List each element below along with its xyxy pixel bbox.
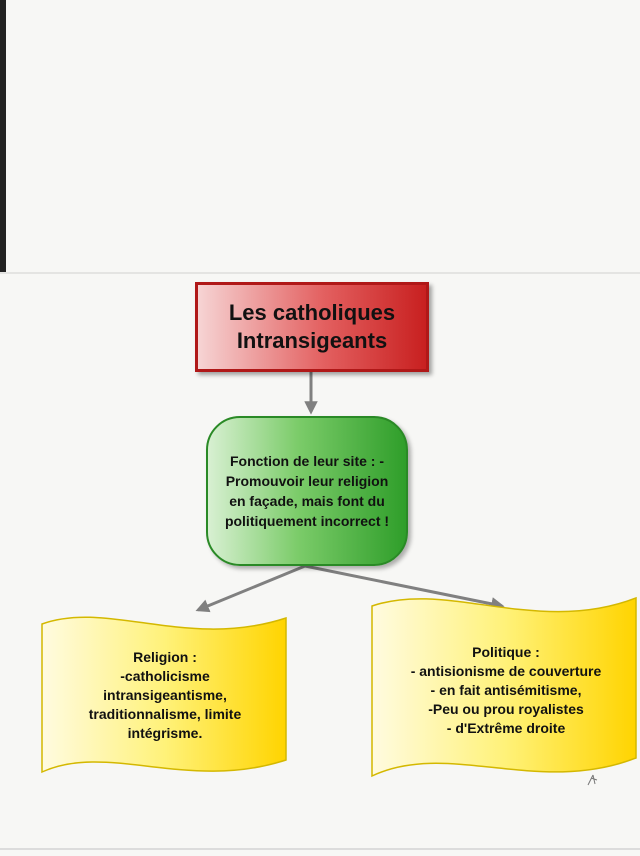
religion-line: -catholicisme [120, 667, 210, 684]
politique-line: - en fait antisémitisme, [430, 681, 582, 698]
religion-line: intransigeantisme, [103, 686, 227, 703]
religion-heading: Religion : [133, 648, 197, 665]
politique-line: - antisionisme de couverture [410, 662, 602, 679]
title-node [195, 282, 429, 372]
politique-content [378, 620, 634, 760]
politique-line: - d'Extrême droite [446, 719, 566, 736]
religion-line: intégrisme. [127, 724, 203, 741]
function-text: Fonction de leur site : -Promouvoir leur religion en façade, mais font du politiquement incorrect ! [224, 453, 390, 529]
function-node [206, 416, 408, 566]
religion-content [50, 630, 280, 760]
religion-line: traditionnalisme, limite [88, 705, 242, 722]
title-text: Les catholiques Intransigeants [228, 300, 396, 353]
politique-heading: Politique : [472, 643, 540, 660]
pen-mark-icon [585, 772, 601, 788]
politique-line: -Peu ou prou royalistes [428, 700, 584, 717]
